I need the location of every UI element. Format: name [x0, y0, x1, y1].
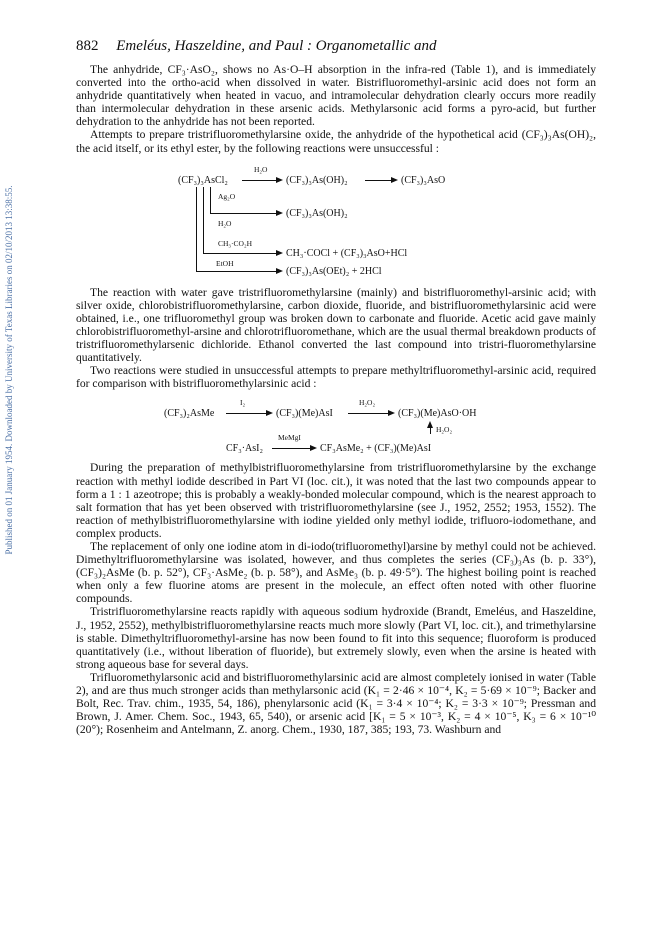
scheme2-mid: (CF₃)(Me)AsI	[276, 408, 333, 420]
paragraph-5: During the preparation of methylbistrifluoromethylarsine from tristrifluoromethylarsine by the exchange reaction with methyl iodide described in Part VI (loc. cit.), it was noted that the last two compounds appear to form a 1 : 1 azeotrope; this is probably a weakly-bonded molecular compound, which is the nearest approach to salt formation that has yet been observed with tristrifluoromethylarsine (see J., 1952, 2552; 1953, 1552). The reaction of methylbistrifluoromethylarsine with iodine yielded only methyl iodide, trifluoro-iodomethane, and complex products.	[76, 461, 596, 540]
paragraph-1: The anhydride, CF₃·AsO₂, shows no As·O–H absorption in the infra-red (Table 1), and is immediately converted into the ortho-acid when dissolved in water. Bistrifluoromethyl-arsinic acid does not form an anhydride quantitatively when heated in vacuo, and intramolecular dehydration clearly occurs more readily than intermolecular dehydration in these arsenic acids. Methylarsonic acid forms a pyro-acid, but further dehydration to the anhydride has not been reported.	[76, 63, 596, 129]
scheme1-r1-reagent: H₂O	[254, 164, 268, 174]
scheme2-r1-reagent: I₂	[240, 398, 246, 408]
scheme1-r1-product: (CF₃)₃As(OH)₂	[286, 174, 348, 186]
scheme2-r2-reagent: H₂O₂	[359, 398, 376, 408]
scheme1-r2-reagent-top: Ag₂O	[218, 191, 236, 201]
reaction-scheme-2	[76, 393, 596, 457]
scheme2-start: (CF₃)₂AsMe	[164, 408, 215, 420]
scheme1-r4-product: (CF₃)₃As(OEt)₂ + 2HCl	[286, 265, 382, 277]
scheme1-r3-product: CH₃·COCl + (CF₃)₃AsO+HCl	[286, 247, 408, 259]
page-header	[76, 38, 596, 55]
download-watermark	[2, 130, 16, 610]
scheme1-start: (CF₃)₃AsCl₂	[178, 174, 228, 186]
scheme2-up-reagent: H₂O₂	[436, 425, 453, 435]
running-title: Emeléus, Haszeldine, and Paul : Organometallic and	[116, 38, 437, 54]
page-number: 882	[76, 38, 99, 54]
scheme2-r3-reagent: MeMgI	[278, 433, 301, 443]
scheme1-r2-reagent-bottom: H₂O	[218, 218, 232, 228]
paragraph-3: The reaction with water gave tristrifluoromethylarsine (mainly) and bistrifluoromethyl-arsinic acid; with silver oxide, chlorobistrifluoromethylarsine, carbon dioxide, fluoride, and bistrifluoromethylarsinic acid were obtained, i.e., one trifluoromethyl group was broken down to carbonate and fluoride. Acetic acid gave mainly chlorobistrifluoromethyl-arsine and chlorotrifluoromethane, which are the usual thermal breakdown products of tristrifluoromethylarsenic dichloride. Ethanol converted the last compound into tristri-fluoromethylarsine quantitatively.	[76, 285, 596, 365]
scheme2-r3-product: CF₃AsMe₂ + (CF₃)(Me)AsI	[320, 443, 432, 455]
scheme1-r1-final: (CF₃)₃AsO	[401, 174, 446, 186]
paragraph-2: Attempts to prepare tristrifluoromethylarsine oxide, the anhydride of the hypothetical acid (CF₃)₃As(OH)₂, the acid itself, or its ethyl ester, by the following reactions were unsuccessful :	[76, 128, 596, 155]
scheme2-start2: CF₃·AsI₂	[226, 443, 263, 455]
watermark-text: Published on 01 January 1954. Downloaded by University of Texas Libraries on 02/10/2013 13:38:55.	[4, 185, 14, 555]
scheme1-r3-reagent: CH₃·CO₂H	[218, 238, 252, 248]
scheme1-r2-product: (CF₃)₃As(OH)₂	[286, 207, 348, 219]
reaction-scheme-1	[76, 158, 596, 282]
scheme1-r4-reagent: EtOH	[216, 258, 234, 268]
scheme2-product: (CF₃)(Me)AsO·OH	[398, 408, 477, 420]
paragraph-6: The replacement of only one iodine atom in di-iodo(trifluoromethyl)arsine by methyl could not be achieved. Dimethyltrifluoromethylarsine was isolated, however, and thus completes the series (CF₃)₃As (b. p. 33°), (CF₃)₂AsMe (b. p. 52°), CF₃·AsMe₂ (b. p. 58°), and AsMe₃ (b. p. 49·5°). The highest boiling point is reached when only a few fluorine atoms are present in the molecule, an effect often noted with other fluorine compounds.	[76, 539, 596, 606]
paragraph-7: Tristrifluoromethylarsine reacts rapidly with aqueous sodium hydroxide (Brandt, Emeléus, and Haszeldine, J., 1952, 2552), methylbistrifluoromethylarsine reacts much more slowly (Part VI, loc. cit.), and trimethylarsine is stable. Dimethyltrifluoromethyl-arsine has now been found to fit into this sequence; fluoroform is produced quantitatively (i.e., without liberation of fluoride), but extremely slowly, even when the arsine is heated with strong aqueous base for several days.	[76, 605, 596, 671]
paragraph-4: Two reactions were studied in unsuccessful attempts to prepare methyltrifluoromethyl-arsinic acid, required for comparison with bistrifluoromethylarsinic acid :	[76, 364, 596, 391]
page-body	[76, 38, 596, 736]
paragraph-8: Trifluoromethylarsonic acid and bistrifluoromethylarsinic acid are almost completely ionised in water (Table 2), and are thus much stronger acids than methylarsonic acid (K₁ = 2·46 × 10⁻⁴, K₂ = 5·69 × 10⁻⁹; Backer and Bolt, Rec. Trav. chim., 1935, 54, 186), phenylarsonic acid (K₁ = 3·4 × 10⁻⁴; K₂ = 3·3 × 10⁻⁹; Pressman and Brown, J. Amer. Chem. Soc., 1943, 65, 540), or arsenic acid [K₁ = 5 × 10⁻³, K₂ = 4 × 10⁻⁵, K₃ = 6 × 10⁻¹⁰ (20°); Rosenheim and Antelmann, Z. anorg. Chem., 1930, 187, 385; 193, 73. Washburn and	[76, 670, 596, 737]
